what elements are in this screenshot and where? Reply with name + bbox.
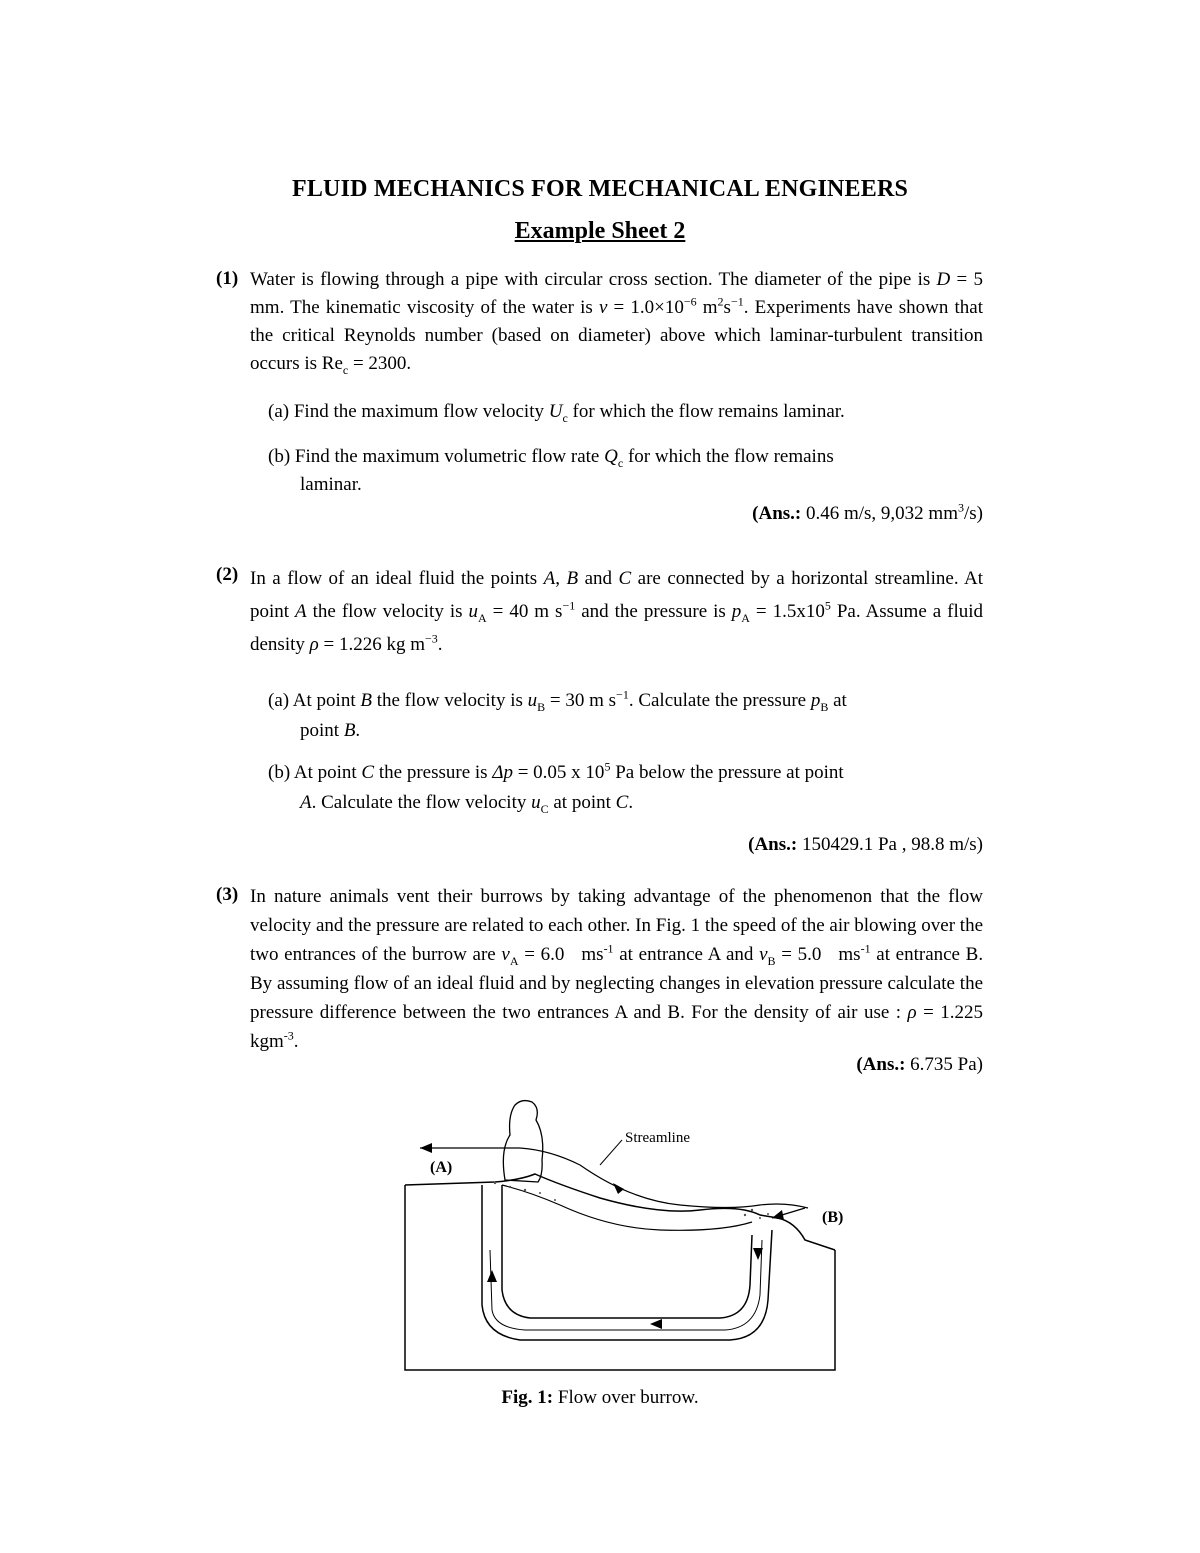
- question-1-text: Water is flowing through a pipe with circular cross section. The diameter of the pipe is D = 5 mm. The kinematic viscosity of the water is $\nu = 1.0\times 10^{-6}$ $m^2s^{-1}$. Experiments have shown that the critical Reynolds number (based on diameter) above which laminar-turbulent transition occurs is $Re_c = 2300$.: [250, 269, 984, 377]
- question-2a: (a) At point B the flow velocity is $u_B = 30$ m $s^{-1}$. Calculate the pressure $p_B$ at point B.: [268, 687, 847, 741]
- question-2b: (b) At point C the pressure is Δp = 0.05 x $10^5$ Pa below the pressure at point A. Calculate the flow velocity $u_C$ at point C.: [268, 759, 844, 816]
- question-3-text: In nature animals vent their burrows by taking advantage of the phenomenon that the flow velocity and the pressure are related to each other. In Fig. 1 the speed of the air blowing over the two entrances of the burrow are $v_A = 6.0$ $ms^{-1}$ at entrance A and $v_B = 5.0$ $ms^{-1}$ at entrance B. By assuming flow of an ideal fluid and by neglecting changes in elevation pressure calculate the pressure difference between the two entrances A and B. For the density of air use : ρ = 1.225 kgm$^{-3}$.: [250, 886, 984, 1052]
- question-1-answer: (Ans.: 0.46 m/s, 9,032 $mm^3/s$): [752, 500, 983, 524]
- question-2-text: In a flow of an ideal fluid the points A, B and C are connected by a horizontal streamline. At point A the flow velocity is $u_A = 40$ m $s^{-1}$ and the pressure is $p_A = 1.5x10^5$ Pa. Assume a fluid density ρ = 1.226 kg $m^{-3}$.: [250, 568, 984, 655]
- tunnel-arrow-left: [650, 1319, 662, 1329]
- animal-figure: [503, 1101, 542, 1182]
- streamline-leader: [600, 1140, 622, 1165]
- figure-caption: Fig. 1: Flow over burrow.: [501, 1387, 699, 1408]
- question-3-answer: (Ans.: 6.735 Pa): [856, 1054, 983, 1075]
- arrow-a-head: [420, 1143, 432, 1153]
- figure-label-a: (A): [430, 1159, 453, 1176]
- streamline-arrow-head: [613, 1183, 624, 1194]
- ground-left-wall: [405, 1185, 835, 1370]
- question-1-number: (1): [216, 268, 239, 289]
- figure-label-streamline: Streamline: [625, 1130, 690, 1146]
- burrow-figure: [400, 1090, 850, 1380]
- figure-label-b: (B): [822, 1209, 844, 1226]
- airflow-path: [490, 1240, 762, 1330]
- question-3-number: (3): [216, 884, 239, 905]
- arrow-b-head: [772, 1210, 784, 1220]
- tunnel-arrow-up-left: [487, 1270, 497, 1282]
- streamline: [420, 1148, 808, 1208]
- page-subtitle: Example Sheet 2: [514, 218, 686, 244]
- page-title: FLUID MECHANICS FOR MECHANICAL ENGINEERS: [291, 176, 909, 202]
- question-1a: (a) Find the maximum flow velocity $U_c$ for which the flow remains laminar.: [268, 401, 845, 425]
- question-1b: (b) Find the maximum volumetric flow rate $Q_c$ for which the flow remains laminar.: [268, 446, 834, 495]
- question-2-answer: (Ans.: 150429.1 Pa , 98.8 m/s): [748, 834, 983, 855]
- ground-surface: [405, 1174, 835, 1250]
- question-2-number: (2): [216, 564, 239, 585]
